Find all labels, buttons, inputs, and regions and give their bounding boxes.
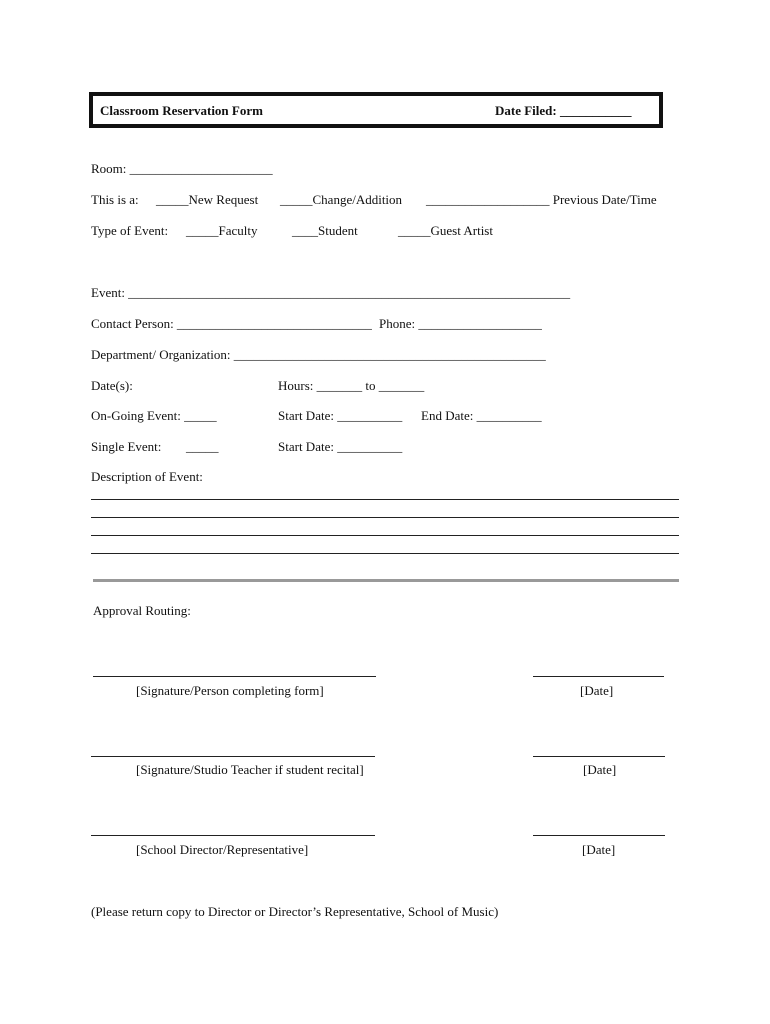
faculty-option[interactable]: _____Faculty: [186, 223, 258, 238]
event-field[interactable]: Event: ____________________________________________________________________: [91, 285, 571, 300]
single-event-field[interactable]: _____: [186, 439, 219, 454]
description-line[interactable]: [91, 553, 679, 554]
signature-caption: [Signature/Person completing form]: [136, 683, 324, 698]
description-label: Description of Event:: [91, 469, 203, 484]
room-field[interactable]: Room: ______________________: [91, 161, 273, 176]
signature-caption: [Signature/Studio Teacher if student recital]: [136, 762, 364, 777]
contact-person-field[interactable]: Contact Person: ______________________________: [91, 316, 372, 331]
form-title: Classroom Reservation Form: [100, 103, 263, 118]
signature-caption: [School Director/Representative]: [136, 842, 309, 857]
type-of-event-label: Type of Event:: [91, 223, 169, 238]
student-option[interactable]: ____Student: [292, 223, 358, 238]
description-line[interactable]: [91, 499, 679, 500]
date-caption: [Date]: [582, 842, 616, 857]
guest-artist-option[interactable]: _____Guest Artist: [398, 223, 493, 238]
date-line[interactable]: [533, 756, 665, 757]
this-is-a-label: This is a:: [91, 192, 139, 207]
single-event-label: Single Event:: [91, 439, 162, 454]
signature-line[interactable]: [91, 835, 375, 836]
signature-line[interactable]: [91, 756, 375, 757]
description-line[interactable]: [91, 535, 679, 536]
section-divider: [93, 579, 679, 582]
single-start-date-field[interactable]: Start Date: __________: [278, 439, 403, 454]
date-line[interactable]: [533, 835, 665, 836]
hours-field[interactable]: Hours: _______ to _______: [278, 378, 425, 393]
date-caption: [Date]: [580, 683, 614, 698]
date-caption: [Date]: [583, 762, 617, 777]
new-request-option[interactable]: _____New Request: [156, 192, 259, 207]
return-instructions: (Please return copy to Director or Director’s Representative, School of Music): [91, 904, 499, 919]
date-line[interactable]: [533, 676, 664, 677]
department-field[interactable]: Department/ Organization: ________________________________________________: [91, 347, 546, 362]
description-line[interactable]: [91, 517, 679, 518]
ongoing-end-date-field[interactable]: End Date: __________: [421, 408, 542, 423]
ongoing-event-field[interactable]: On-Going Event: _____: [91, 408, 217, 423]
change-addition-option[interactable]: _____Change/Addition: [280, 192, 403, 207]
signature-line[interactable]: [93, 676, 376, 677]
date-filed-field[interactable]: Date Filed: ___________: [495, 103, 632, 118]
approval-routing-label: Approval Routing:: [93, 603, 191, 618]
previous-date-time-field[interactable]: ___________________ Previous Date/Time: [426, 192, 657, 207]
form-header-box: [89, 92, 663, 128]
dates-label: Date(s):: [91, 378, 133, 393]
phone-field[interactable]: Phone: ___________________: [379, 316, 542, 331]
ongoing-start-date-field[interactable]: Start Date: __________: [278, 408, 403, 423]
